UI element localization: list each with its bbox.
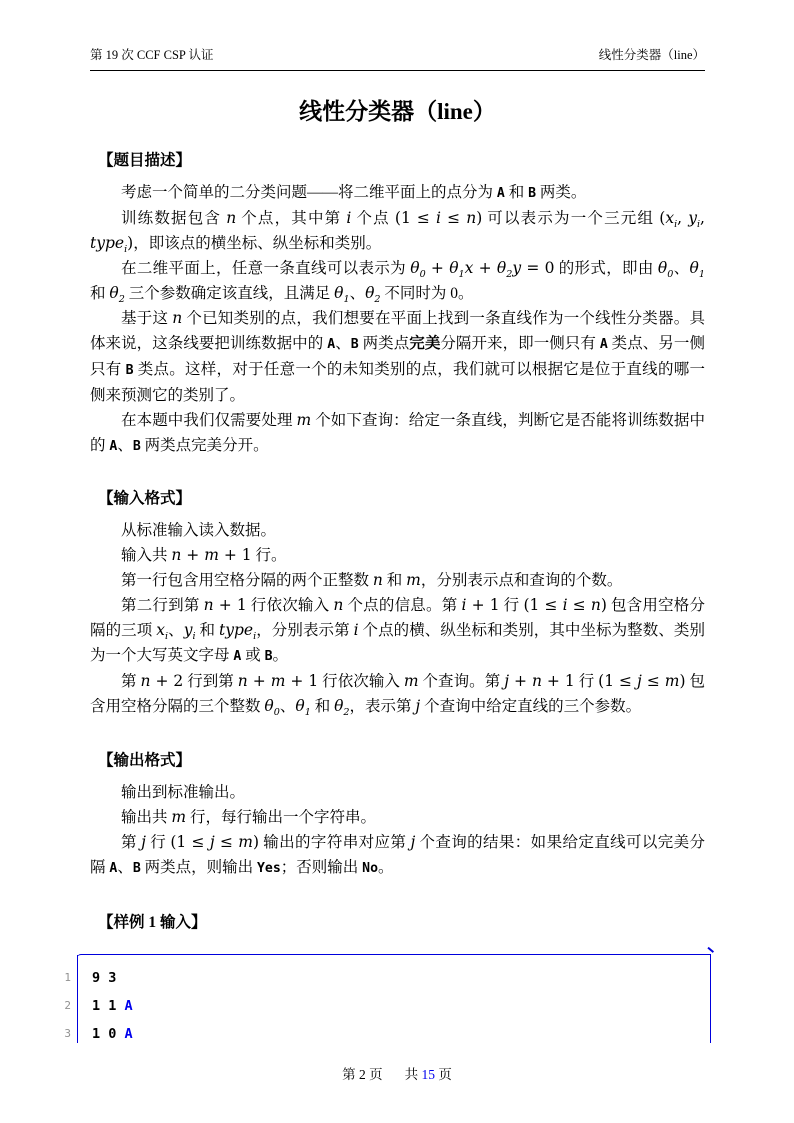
text-run: 输入共 [121, 547, 172, 564]
text-run: 考虑一个简单的二分类问题——将二维平面上的点分为 [121, 184, 497, 201]
text-run: 、 [168, 622, 184, 639]
code-class-letter: A [124, 1026, 133, 1042]
text-run: ，分别表示第 [256, 622, 354, 639]
math-variable: n [226, 209, 237, 227]
paragraph [90, 543, 705, 568]
page-header [90, 0, 705, 71]
math-variable: $\theta_2$ [365, 284, 381, 306]
text-run: 包含用空格分隔的三个整数 [90, 673, 705, 715]
section-description-heading: 【题目描述】 [98, 152, 192, 169]
code-literal: B [132, 861, 141, 876]
paragraph [90, 408, 705, 459]
text-run: 、 [279, 698, 296, 715]
code-literal: B [132, 439, 141, 454]
math-subscript: i [696, 219, 701, 231]
math-variable: n [140, 672, 151, 690]
text-run: 两类点，则输出 [140, 859, 258, 876]
text-run: 类点。这样，对于任意一个的未知类别的点，我们就可以根据它是位于直线的哪一侧来预测它的类别了。 [90, 361, 705, 404]
paragraph [90, 206, 705, 256]
text-run: 和 [195, 622, 219, 639]
text-run: 行 [499, 597, 524, 614]
text-run: 两类。 [536, 184, 587, 201]
paragraph [90, 180, 705, 206]
math-roman: , [677, 209, 689, 227]
code-literal: B [125, 363, 134, 378]
section-description-paragraphs [90, 180, 705, 459]
math-variable: n [203, 596, 214, 614]
text-run: 从标准输入读入数据。 [121, 522, 277, 539]
header-left-text: 第 19 次 CCF CSP 认证 [90, 48, 214, 62]
math-variable: j [637, 672, 642, 690]
math-variable: n [171, 546, 182, 564]
math-roman: ) [679, 672, 686, 690]
math-roman: (1 ≤ [598, 672, 638, 690]
math-variable: n [172, 309, 183, 327]
math-variable: m [238, 833, 253, 851]
paragraph [90, 805, 705, 830]
text-run: 个点 [351, 210, 395, 227]
code-literal: B [350, 337, 359, 352]
math-variable: n [590, 596, 601, 614]
math-variable: m [406, 571, 421, 589]
code-line [64, 1020, 711, 1048]
math-roman: ) [127, 234, 134, 252]
text-run: 行。 [251, 547, 287, 564]
text-run: 个查询。第 [418, 673, 505, 690]
code-literal: A [109, 439, 118, 454]
paragraph [90, 518, 705, 543]
math-roman: + [425, 259, 450, 277]
math-variable: x [464, 259, 474, 277]
math-roman: (1 ≤ [523, 596, 563, 614]
math-variable: n [333, 596, 344, 614]
math-roman: ≤ [641, 672, 665, 690]
math-variable: i [562, 596, 568, 614]
math-variable: $\theta_1$ [295, 697, 311, 719]
math-roman: (1 ≤ [170, 833, 210, 851]
text-run: 行 [574, 673, 599, 690]
paragraph [90, 256, 705, 306]
section-sample-input [64, 913, 705, 1050]
math-roman: , [700, 209, 705, 227]
math-roman: ) [476, 209, 483, 227]
code-literal: A [599, 337, 608, 352]
math-variable: j [141, 833, 146, 851]
paragraph [90, 306, 705, 408]
math-roman: ≤ [567, 596, 591, 614]
text-run: 行依次输入 [246, 597, 334, 614]
text-run: ，即该点的横坐标、纵坐标和类别。 [133, 235, 382, 252]
line-number: 2 [64, 999, 71, 1012]
math-variable: m [204, 546, 219, 564]
text-run: 行到第 [183, 673, 238, 690]
code-literal: A [109, 861, 118, 876]
math-variable: n [372, 571, 383, 589]
text-run: 第一行包含用空格分隔的两个正整数 [121, 572, 373, 589]
text-run: 不同时为 0。 [380, 285, 474, 302]
code-literal: B [264, 649, 273, 664]
text-run: 。 [272, 647, 289, 664]
text-run: 和 [504, 184, 529, 201]
text-run: 分隔开来，即一侧只有 [440, 335, 600, 352]
math-subscript: 2 [506, 269, 513, 281]
paragraph [90, 568, 705, 593]
paragraph [90, 593, 705, 669]
text-run: 两类点完美分开。 [140, 437, 269, 454]
text-run: ，分别表示点和查询的个数。 [420, 572, 623, 589]
text-run: 个已知类别的点，我们想要在平面上找到一条直线作为一个线性分类器。具体来说，这条线要把训练数据中的 [90, 310, 705, 352]
text-run: 可以表示为一个三元组 [482, 210, 660, 227]
code-text: 9 3 [92, 970, 117, 986]
text-run: 行 [145, 834, 171, 851]
code-text: 1 0 [92, 1026, 125, 1042]
math-subscript: 1 [304, 707, 311, 719]
math-variable: $\theta_2$ [334, 697, 350, 719]
math-variable: j [415, 697, 421, 715]
math-subscript: 2 [374, 294, 381, 306]
math-variable: j [209, 833, 215, 851]
text-run: 在本题中我们仅需要处理 [121, 412, 297, 429]
math-subscript: i [164, 631, 169, 643]
math-variable: $\theta_2$ [496, 259, 513, 281]
code-line [64, 964, 711, 992]
text-run: ，表示第 [349, 698, 416, 715]
math-variable: $\theta_1$ [689, 259, 705, 281]
code-class-letter: A [124, 998, 133, 1014]
math-variable: i [436, 209, 441, 227]
code-literal: A [327, 337, 336, 352]
math-roman: ( [659, 209, 666, 227]
text-run: 。 [378, 859, 394, 876]
math-roman: ≤ [214, 833, 239, 851]
sample-input-code-block [64, 954, 711, 1050]
math-roman: + [473, 259, 497, 277]
math-variable: $\theta_1$ [449, 259, 465, 281]
text-run: 第二行到第 [121, 597, 204, 614]
math-subscript: 1 [698, 269, 705, 281]
paragraph [90, 780, 705, 805]
math-roman: = 0 [521, 259, 555, 277]
line-number: 3 [64, 1027, 71, 1040]
code-literal: A [233, 649, 242, 664]
text-run: 、 [673, 260, 690, 277]
text-run: 和 [90, 285, 110, 302]
text-run: 个点，其中第 [236, 210, 347, 227]
math-variable: type$_i$ [219, 621, 257, 643]
math-variable: n [531, 672, 542, 690]
section-input-format-paragraphs [90, 518, 705, 719]
text-run: 、 [349, 285, 366, 302]
math-variable: $y_i$ [183, 621, 196, 643]
text-run: 个点的信息。第 [343, 597, 462, 614]
text-run: 行依次输入 [318, 673, 404, 690]
math-roman: + [247, 672, 271, 690]
section-input-format [90, 489, 705, 719]
section-output-format-paragraphs [90, 780, 705, 881]
math-variable: type$_i$ [90, 234, 128, 256]
math-roman: + [509, 672, 532, 690]
paragraph [90, 669, 705, 719]
footer-total-suffix: 页 [435, 1067, 452, 1082]
math-roman: + 1 [466, 596, 500, 614]
math-subscript: 2 [343, 707, 350, 719]
math-variable: i [461, 596, 467, 614]
document-body [64, 151, 705, 1050]
line-number: 1 [64, 971, 71, 984]
math-subscript: i [124, 244, 128, 256]
section-input-format-heading: 【输入格式】 [98, 490, 192, 507]
text-run: 个查询中给定直线的三个参数。 [420, 698, 642, 715]
code-lines [64, 955, 711, 1048]
math-subscript: 2 [118, 294, 125, 306]
math-roman: + 2 [150, 672, 184, 690]
math-variable: $x_i$ [156, 621, 169, 643]
footer-current-page: 第 2 页 [342, 1067, 383, 1082]
math-variable: $y_i$ [688, 209, 701, 231]
text-run: 第 [121, 673, 141, 690]
code-text: 1 1 [92, 998, 125, 1014]
math-variable: i [353, 621, 359, 639]
math-variable: $\theta_0$ [264, 697, 280, 719]
math-roman: + 1 [285, 672, 319, 690]
code-literal: Yes [257, 861, 281, 876]
text-run: 包含用空格分隔的三项 [90, 597, 705, 639]
math-variable: i [346, 209, 352, 227]
text-run: 输出共 [121, 809, 172, 826]
text-run: 行，每行输出一个字符串。 [186, 809, 376, 826]
math-variable: m [403, 672, 419, 690]
math-subscript: 1 [343, 294, 350, 306]
text-run: 三个参数确定该直线，且满足 [124, 285, 335, 302]
code-literal: No [362, 861, 379, 876]
code-line [64, 992, 711, 1020]
text-run: 输出的字符串对应第 [259, 834, 411, 851]
header-right-text: 线性分类器（line） [598, 48, 705, 62]
text-run: 类点、另一侧只有 [90, 335, 705, 378]
math-variable: m [664, 672, 680, 690]
math-variable: $\theta_2$ [109, 284, 125, 306]
math-roman: ) [252, 833, 260, 851]
text-run: 个点的横、纵坐标和类别，其中坐标为整数、类别为一个大写英文字母 [90, 622, 705, 664]
text-run: 训练数据包含 [121, 210, 227, 227]
text-run: 基于这 [121, 310, 173, 327]
text-run: 输出到标准输出。 [121, 784, 246, 801]
section-output-format-heading: 【输出格式】 [98, 752, 192, 769]
math-variable: n [237, 672, 248, 690]
math-roman: + 1 [218, 546, 252, 564]
text-run: 或 [241, 647, 265, 664]
math-variable: j [410, 833, 416, 851]
text-run: 、 [335, 335, 351, 352]
section-sample-input-heading: 【样例 1 输入】 [98, 914, 207, 931]
math-variable: m [296, 411, 312, 429]
text-run: 个查询的结果：如果给定直线可以完美分隔 [90, 834, 705, 876]
math-variable: $\theta_0$ [657, 259, 674, 281]
math-roman: + 1 [213, 596, 247, 614]
footer-total-pages-link[interactable]: 15 [421, 1067, 435, 1082]
text-run: ；否则输出 [280, 859, 363, 876]
math-variable: n [466, 209, 477, 227]
math-variable: y [512, 259, 522, 277]
math-roman: ) [600, 596, 607, 614]
math-variable: m [270, 672, 286, 690]
math-subscript: 0 [273, 707, 280, 719]
footer-total-prefix: 共 [404, 1067, 422, 1082]
section-output-format [90, 751, 705, 881]
text-run: 、 [117, 437, 133, 454]
math-variable: $x_i$ [665, 209, 678, 231]
math-subscript: i [253, 631, 257, 643]
math-roman: + [181, 546, 205, 564]
math-subscript: 1 [458, 269, 465, 281]
section-description [90, 151, 705, 459]
text-run: 个如下查询：给定一条直线，判断它是否能将训练数据中的 [90, 412, 705, 454]
text-run: 第 [121, 834, 142, 851]
math-roman: + 1 [541, 672, 575, 690]
text-run: 和 [310, 698, 335, 715]
page-footer [0, 1066, 794, 1083]
emphasis-text: 完美 [409, 335, 441, 352]
math-roman: ≤ [440, 209, 467, 227]
text-run: 和 [382, 572, 407, 589]
math-subscript: i [674, 219, 678, 231]
text-run: 、 [117, 859, 133, 876]
page-title: 线性分类器（line） [299, 99, 496, 124]
math-variable: $\theta_0$ [410, 259, 426, 281]
text-run: 的形式，即由 [554, 260, 658, 277]
code-literal: A [496, 186, 505, 201]
math-subscript: 0 [419, 269, 426, 281]
math-variable: j [504, 672, 510, 690]
text-run: 在二维平面上，任意一条直线可以表示为 [121, 260, 411, 277]
math-variable: $\theta_1$ [334, 284, 350, 306]
math-roman: (1 ≤ [394, 209, 437, 227]
math-subscript: i [192, 631, 196, 643]
math-subscript: 0 [667, 269, 674, 281]
text-run: 两类点 [358, 335, 410, 352]
math-variable: m [171, 808, 187, 826]
paragraph [90, 830, 705, 881]
code-literal: B [528, 186, 536, 201]
code-frame-corner-decoration [708, 947, 714, 953]
